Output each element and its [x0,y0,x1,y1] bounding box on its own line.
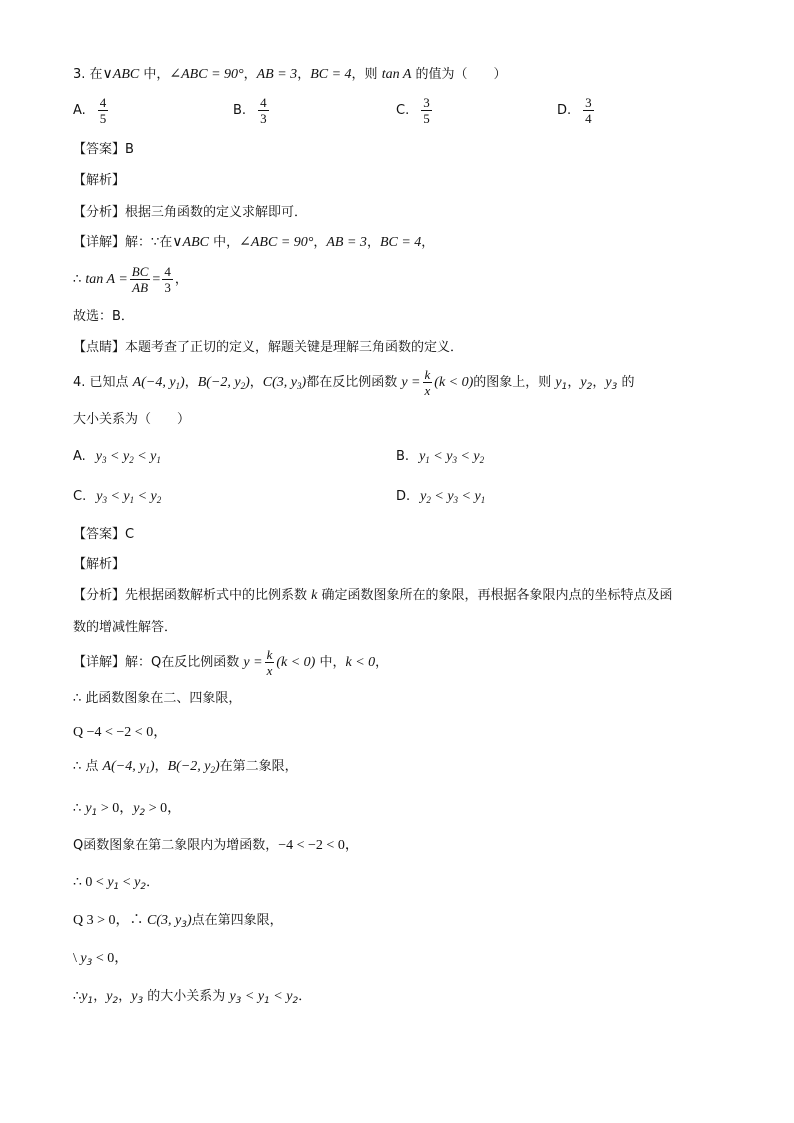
q3-stem [73,66,507,84]
text: 先根据函数解析式中的比例系数 [125,588,312,603]
subscript: 3 [453,495,459,505]
math: < [119,875,135,890]
fenxi-tag: 【分析】 [73,205,126,220]
text: 4. 已知点 [73,375,133,390]
denominator: 5 [423,111,430,126]
subscript: 2 [426,495,431,505]
text: 中， [315,655,346,670]
text: ， [249,375,263,390]
text: ， [567,375,581,390]
math: A(−4, y [132,375,176,390]
option-fraction [258,95,269,126]
math: (k < 0) [434,375,474,390]
subscript: 3 [102,455,107,465]
subscript: 1 [87,996,94,1006]
math: < y [456,449,480,464]
q4-answer [73,526,134,544]
math: > 0， [97,801,134,816]
math: ) [186,913,192,928]
q4-xiangjie-line7 [73,874,159,896]
q3-jiexi [73,172,125,190]
q3-xiangjie-line2 [73,264,188,295]
answer-tag: 【答案】 [73,142,126,157]
q3-option-b [233,95,271,126]
q4-xiangjie-line4 [73,758,298,779]
q3-stem-text-2: 中， [139,67,170,82]
math: ) [301,375,307,390]
fraction-k-x [265,647,275,678]
text: 点在第四象限， [191,913,283,928]
math: y [106,989,113,1004]
subscript: 1 [480,495,486,505]
denominator: x [424,383,431,398]
math: C(3, y [147,913,182,928]
text: 故选：B． [73,309,134,324]
subscript: 3 [611,382,618,392]
math: ) [214,759,220,774]
subscript: 1 [561,382,568,392]
q4-xiangjie-line8 [73,912,283,934]
option-fraction [583,95,594,126]
subscript: 2 [479,455,485,465]
subscript: 1 [129,495,135,505]
math: BC = 4 [379,235,422,250]
text: ∴ 点 [73,759,103,774]
option-label: B. [396,449,410,464]
text: ， [421,235,435,250]
math: (k < 0) [276,655,316,670]
math: y [80,951,87,966]
q4-fenxi-line2 [73,619,177,637]
q4-xiangjie-line1 [73,646,388,680]
point-a [133,375,185,390]
text: 的 [617,375,635,390]
subscript: 2 [292,996,299,1006]
jiexi-tag: 【解析】 [73,173,126,188]
numerator: 4 [99,95,107,110]
text: 中， [209,235,240,250]
q4-stem-line1 [73,366,634,404]
fenxi-text: 根据三角函数的定义求解即可． [125,205,308,220]
q4-option-c [73,489,161,505]
math: A(−4, y [102,759,146,774]
dianjing-tag: 【点睛】 [73,340,126,355]
math: Q −4 < −2 < 0， [73,725,168,740]
math: ) [245,375,250,390]
point-b [168,759,220,774]
math: k < 0 [345,655,376,670]
subscript: 2 [240,381,246,391]
q4-xiangjie-line10 [73,988,311,1010]
subscript: 2 [112,996,119,1006]
text: ， [174,272,188,287]
q3-option-d [557,95,596,126]
math: y [605,375,612,390]
q3-sep: ， [243,67,257,82]
q3-dianjing [73,339,463,357]
math: tan A = [85,272,128,287]
option-label: D. [396,489,411,504]
math: y [420,489,427,504]
math: \ [73,951,81,966]
subscript: 2 [586,382,593,392]
option-label: A. [73,103,86,118]
text: 确定函数图象所在的象限，再根据各象限内点的坐标特点及函 [317,588,673,603]
fraction-4-3 [162,264,173,295]
subscript: 1 [113,882,120,892]
text: Q函数图象在第二象限内为增函数， [73,838,279,853]
text: ∴ 此函数图象在二、四象限， [73,691,242,706]
math: > 0， [145,801,182,816]
text: ， [93,989,107,1004]
q3-tan: tan A [381,67,412,82]
math: y = [401,375,421,390]
subscript: 1 [156,455,161,465]
math: < y [430,489,454,504]
answer-value: B [125,142,134,157]
subscript: 2 [210,765,215,775]
denominator: AB [132,280,149,295]
math: k [311,588,318,603]
math: < y [133,449,157,464]
q3-answer [73,141,134,159]
text: ∴ [73,272,86,287]
dianjing-text: 本题考查了正切的定义，解题关键是理解三角函数的定义． [125,340,464,355]
point-c [263,375,306,390]
math: y [131,989,138,1004]
subscript: 1 [264,996,270,1006]
math: ∨ABC [172,235,209,250]
subscript: 1 [145,765,150,775]
math: Q 3 > 0，∴ [73,913,148,928]
math: y [96,489,103,504]
q3-stem-tail: 的值为（ ） [411,67,507,82]
jiexi-tag: 【解析】 [73,557,126,572]
text: 都在反比例函数 [306,375,402,390]
math: = [152,272,161,287]
subscript: 2 [139,808,146,818]
fraction-k-x [423,367,433,398]
math: ) [149,759,155,774]
math: < y [269,989,293,1004]
q4-jiexi [73,556,125,574]
subscript: 3 [102,495,107,505]
math: C(3, y [262,375,298,390]
math: y = [243,655,263,670]
denominator: 3 [260,111,267,126]
math: y [81,989,88,1004]
subscript: 1 [175,381,181,391]
denominator: 4 [585,111,592,126]
text: ， [366,235,380,250]
option-fraction [98,95,109,126]
text: ， [313,235,327,250]
denominator: x [266,663,273,678]
math: < y [106,449,130,464]
q4-xiangjie-line6 [73,837,359,855]
numerator: 3 [423,95,430,110]
text: ∴ [73,989,82,1004]
subscript: 2 [156,495,162,505]
text: 解：∵在 [125,235,173,250]
math: ∠ABC = 90° [239,235,314,250]
point-b [198,375,250,390]
q4-option-a [73,449,161,465]
text: ， [184,375,198,390]
subscript: 3 [235,996,242,1006]
math: y [134,875,141,890]
subscript: 1 [91,808,98,818]
text: ． [298,989,312,1004]
option-label: C. [73,489,87,504]
math: y [229,989,236,1004]
text: 大小关系为（ ） [73,412,191,427]
q4-stem-line2 [73,411,190,429]
math: < y [241,989,265,1004]
numerator: 4 [164,264,171,279]
option-label: B. [233,103,247,118]
text: 在第二象限， [219,759,298,774]
option-label: A. [73,449,86,464]
math: < y [429,449,453,464]
math: AB = 3 [326,235,367,250]
answer-tag: 【答案】 [73,527,126,542]
math: < 0， [92,951,129,966]
numerator: 3 [585,95,592,110]
option-label: C. [396,103,410,118]
text: ， [375,655,389,670]
q3-bc: BC = 4 [310,67,352,82]
q3-option-c [396,95,434,126]
fraction-bc-ab [130,264,151,295]
q3-ab: AB = 3 [256,67,298,82]
subscript: 3 [86,958,93,968]
fenxi-tag: 【分析】 [73,588,126,603]
q4-xiangjie-line9 [73,950,128,972]
q4-option-b [396,449,484,465]
numerator: 4 [260,95,267,110]
subscript: 3 [181,920,187,930]
answer-value: C [125,527,135,542]
q4-xiangjie-line2 [73,690,241,708]
q4-option-d [396,489,485,505]
math: y [580,375,587,390]
q3-guxuan [73,308,134,326]
text: ∴ [73,801,86,816]
q3-stem-text-3: ，则 [351,67,382,82]
text: 数的增减性解答． [73,620,178,635]
math: < y [458,489,481,504]
q3-angle: ∠ABC = 90° [169,67,244,82]
math: y [95,449,103,464]
q3-xiangjie-line1 [73,234,434,252]
text: ， [592,375,606,390]
math: ∴ 0 < [73,875,108,890]
option-label: D. [557,103,572,118]
math: y [85,801,92,816]
math: −4 < −2 < 0， [278,838,359,853]
point-a [103,759,155,774]
math: < y [134,489,157,504]
q3-triangle: ∨ABC [102,67,140,82]
math: ) [180,375,185,390]
text: 的大小关系为 [143,989,230,1004]
numerator: k [424,367,431,382]
math: B(−2, y [167,759,211,774]
q4-xiangjie-line5 [73,800,181,822]
text: ． [146,875,160,890]
numerator: BC [131,264,149,279]
denominator: 5 [99,111,107,126]
math: y [555,375,562,390]
q4-xiangjie-line3 [73,724,167,742]
numerator: k [266,647,273,662]
q3-stem-text: 3. 在 [73,67,103,82]
denominator: 3 [164,280,171,295]
text: 解：Q在反比例函数 [125,655,244,670]
math: y [107,875,114,890]
subscript: 1 [425,455,430,465]
text: ， [154,759,168,774]
q4-fenxi-line1 [73,587,673,605]
subscript: 3 [137,996,144,1006]
math: < y [106,489,130,504]
math: y [419,449,426,464]
text: ， [118,989,132,1004]
subscript: 2 [140,882,147,892]
xiangjie-tag: 【详解】 [73,235,126,250]
q3-sep-2: ， [297,67,311,82]
math: y [133,801,140,816]
subscript: 3 [297,381,302,391]
subscript: 2 [129,455,134,465]
math: B(−2, y [197,375,241,390]
subscript: 3 [452,455,457,465]
q3-fenxi [73,204,307,222]
xiangjie-tag: 【详解】 [73,655,126,670]
text: 的图象上，则 [473,375,556,390]
q3-option-a [73,95,110,126]
option-fraction [421,95,432,126]
